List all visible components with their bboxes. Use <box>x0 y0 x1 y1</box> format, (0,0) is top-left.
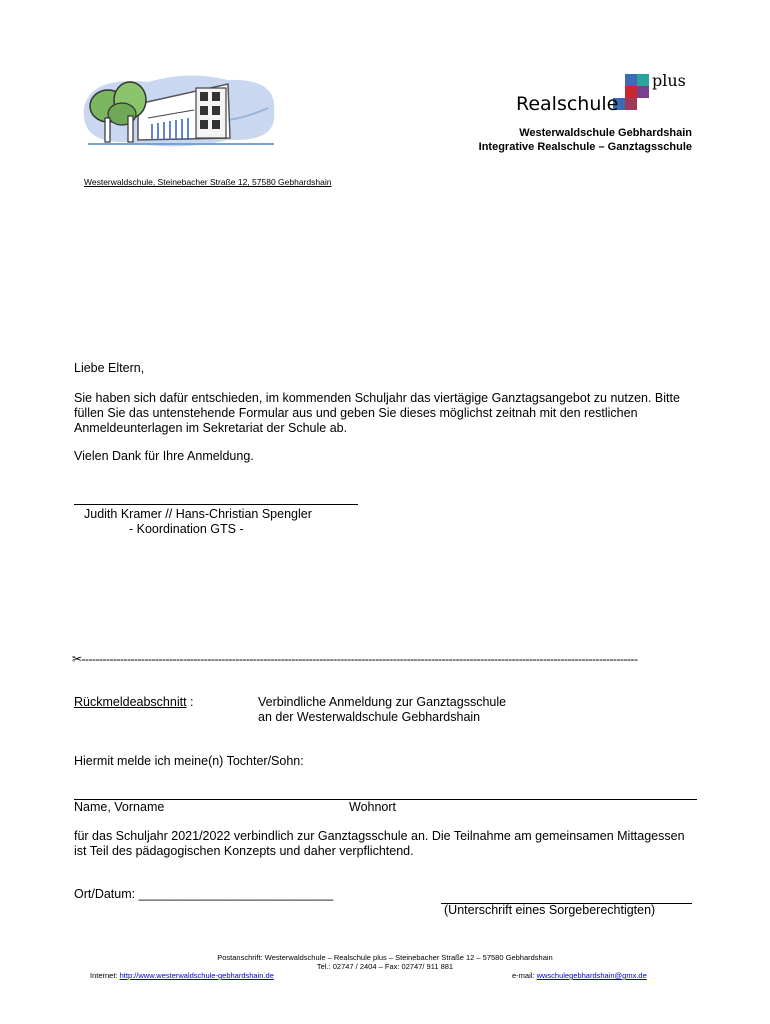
logo-plus-text: plus <box>652 71 686 90</box>
signature-names: Judith Kramer // Hans-Christian Spengler <box>84 507 312 521</box>
internet-label: Internet: <box>90 971 120 980</box>
registration-title <box>258 695 506 725</box>
name-label: Name, Vorname <box>74 800 165 814</box>
school-header <box>479 126 692 154</box>
signature-role: - Koordination GTS - <box>129 522 244 536</box>
school-building-logo <box>78 68 280 154</box>
scissors-cut-line: ✂--------------------------------------------------------------------------------------------------------------------------------------------------------------- <box>72 652 638 666</box>
footer-internet <box>90 971 274 980</box>
school-type: Integrative Realschule – Ganztagsschule <box>478 141 692 153</box>
place-date-field[interactable]: Ort/Datum: ____________________________ <box>74 887 334 901</box>
website-link[interactable]: http://www.westerwaldschule-gebhardshain.de <box>119 971 274 980</box>
registration-title-line2: an der Westerwaldschule Gebhardshain <box>258 710 481 724</box>
registration-title-line1: Verbindliche Anmeldung zur Ganztagsschule <box>258 695 507 709</box>
registration-intro: Hiermit melde ich meine(n) Tochter/Sohn: <box>74 754 304 768</box>
sender-address-line: Westerwaldschule, Steinebacher Straße 12, 57580 Gebhardshain <box>84 177 332 187</box>
email-link[interactable]: wwschulegebhardshain@gmx.de <box>536 971 647 980</box>
reply-section-label <box>74 695 194 710</box>
salutation: Liebe Eltern, <box>74 361 145 375</box>
footer-email <box>512 971 647 980</box>
reply-section-colon: : <box>186 695 194 709</box>
email-label: e-mail: <box>512 971 537 980</box>
footer-postal: Postanschrift: Westerwaldschule – Realschule plus – Steinebacher Straße 12 – 57580 Gebhardshain <box>217 953 553 962</box>
thanks-line: Vielen Dank für Ihre Anmeldung. <box>74 449 254 463</box>
school-name: Westerwaldschule Gebhardshain <box>519 127 692 139</box>
realschule-plus-logo <box>512 68 688 120</box>
guardian-signature-label: (Unterschrift eines Sorgeberechtigten) <box>444 903 656 917</box>
wohnort-label: Wohnort <box>349 800 397 814</box>
footer-phone: Tel.: 02747 / 2404 – Fax: 02747/ 911 881 <box>316 962 454 971</box>
reply-section-title: Rückmeldeabschnitt <box>74 695 187 709</box>
registration-statement: für das Schuljahr 2021/2022 verbindlich zur Ganztagsschule an. Die Teilnahme am gemeinsamen Mittagessen ist Teil des pädagogischen Konzepts und daher verpflichtend. <box>74 829 685 858</box>
signature-rule <box>74 504 358 505</box>
logo-realschule-text: Realschule <box>516 93 619 115</box>
letter-paragraph: Sie haben sich dafür entschieden, im kommenden Schuljahr das viertägige Ganztagsangebot zu nutzen. Bitte füllen Sie das untenstehende Formular aus und geben Sie dieses möglichst zeitnah mit den restlichen Anmeldeunterlagen im Sekretariat der Schule ab. <box>74 391 680 435</box>
